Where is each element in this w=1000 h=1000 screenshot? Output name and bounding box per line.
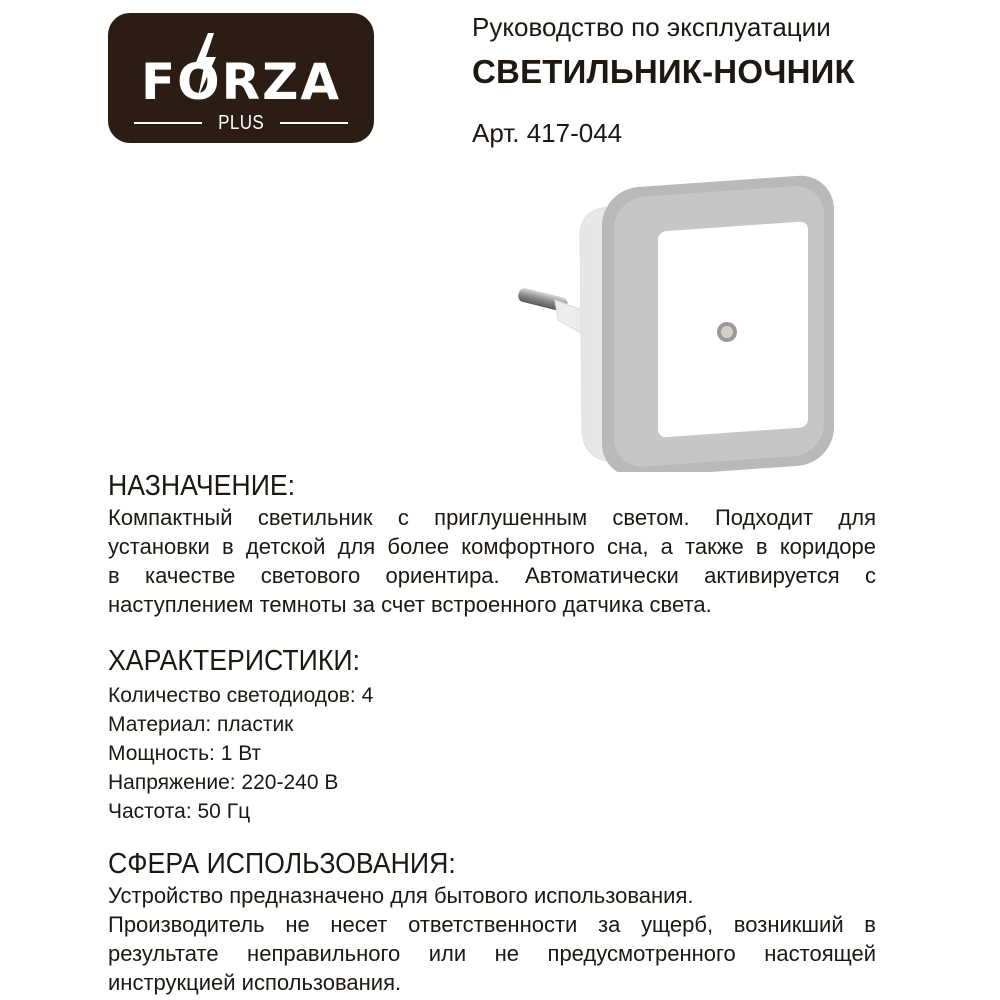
usage-line: Устройство предназначено для бытового использования. [108, 883, 694, 908]
purpose-line: установки в детской для более комфортного сна, а также в коридоре [108, 534, 876, 559]
spec-item-voltage: Напряжение: 220-240 В [108, 771, 339, 794]
usage-heading: СФЕРА ИСПОЛЬЗОВАНИЯ: [108, 848, 456, 880]
purpose-text [108, 503, 876, 619]
purpose-line: в качестве светового ориентира. Автоматически активируется с [108, 563, 876, 588]
spec-item-frequency: Частота: 50 Гц [108, 800, 251, 823]
usage-line: Производитель не несет ответственности за ущерб, возникший в [108, 912, 876, 937]
logo-divider-left [134, 122, 202, 124]
purpose-heading: НАЗНАЧЕНИЕ: [108, 470, 296, 502]
product-image [510, 172, 840, 472]
logo-brand-text: FORZA [140, 53, 342, 111]
usage-line: инструкцией использования. [108, 970, 402, 995]
brand-logo [108, 13, 374, 143]
usage-text [108, 881, 876, 997]
manual-subtitle: Руководство по эксплуатации [472, 12, 831, 42]
specs-list [108, 681, 373, 826]
spec-item-led-count: Количество светодиодов: 4 [108, 684, 374, 707]
logo-divider-right [280, 122, 348, 124]
purpose-line: наступлением темноты за счет встроенного датчика света. [108, 592, 712, 617]
product-title: СВЕТИЛЬНИК-НОЧНИК [472, 53, 855, 90]
purpose-line: Компактный светильник с приглушенным светом. Подходит для [108, 505, 876, 530]
logo-sub-row [108, 113, 374, 133]
article-number: Арт. 417-044 [472, 118, 623, 148]
spec-item-material: Материал: пластик [108, 713, 294, 736]
spec-item-power: Мощность: 1 Вт [108, 742, 262, 765]
specs-heading: ХАРАКТЕРИСТИКИ: [108, 645, 360, 677]
usage-line: результате неправильного или не предусмотренного настоящей [108, 941, 876, 966]
logo-sub-text: PLUS [217, 112, 265, 134]
